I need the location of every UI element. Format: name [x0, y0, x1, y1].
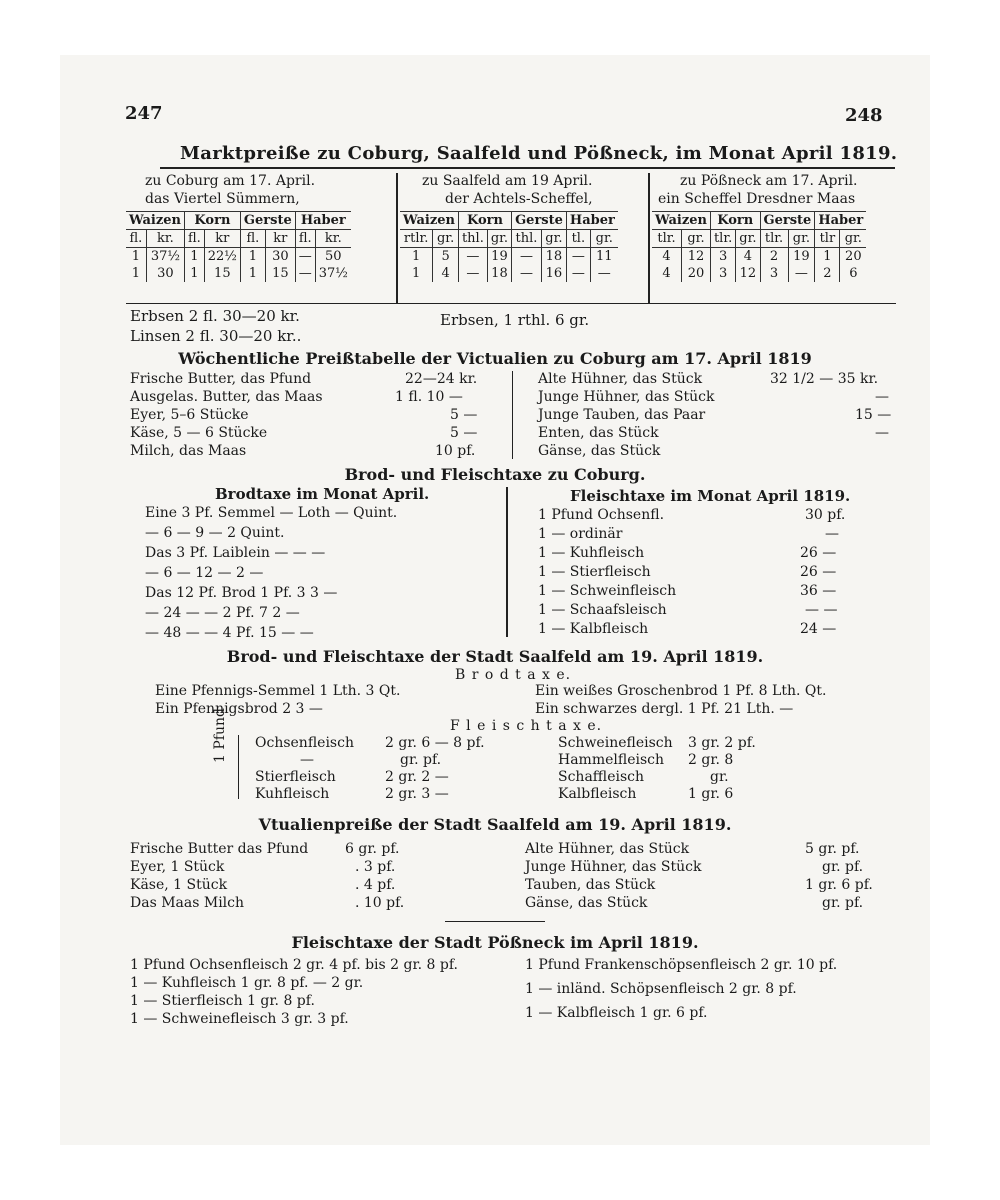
price-cell: 1: [131, 266, 141, 281]
unit-cell: tlr: [815, 230, 840, 248]
unit-cell: rtlr.: [400, 230, 433, 248]
list-item: Ein Pfennigsbrod 2 3 —: [155, 701, 323, 717]
list-item: 1 — Kuhfleisch 1 gr. 8 pf. — 2 gr.: [130, 975, 364, 991]
price-cell: 1: [240, 265, 265, 282]
price-cell: 12: [736, 265, 760, 282]
section-heading: Fleischtaxe der Stadt Pößneck im April 1819.: [291, 933, 699, 952]
subsection-heading: Brodtaxe im Monat April.: [215, 485, 430, 503]
list-item: Gänse, das Stück: [525, 895, 648, 911]
list-price: 32 1/2 — 35 kr.: [770, 371, 879, 387]
list-item: Gänse, das Stück: [538, 443, 661, 459]
unit-cell: gr.: [682, 230, 711, 248]
list-item: Das Maas Milch: [130, 895, 245, 911]
legume-line: Erbsen 2 fl. 30—20 kr.: [130, 307, 300, 325]
list-item: 1 Pfund Ochsenfl.: [538, 507, 665, 523]
list-price: . 10 pf.: [355, 895, 405, 911]
price-cell: 4: [662, 266, 671, 281]
list-item: — 24 — — 2 Pf. 7 2 —: [145, 605, 300, 621]
price-cell: 4: [662, 249, 671, 264]
market-place: zu Saalfeld am 19 April.: [422, 173, 593, 189]
price-cell: 20: [682, 265, 711, 282]
price-cell: 50: [315, 248, 351, 266]
section-divider: [445, 921, 545, 922]
price-cell: —: [295, 265, 315, 282]
list-price: 3 gr. 2 pf.: [688, 735, 756, 751]
unit-cell: tlr.: [710, 230, 735, 248]
section-heading: Wöchentliche Preißtabelle der Victualien zu Coburg am 17. April 1819: [178, 349, 812, 368]
market-place: zu Pößneck am 17. April.: [680, 173, 858, 189]
list-price: gr. pf.: [822, 895, 864, 911]
unit-cell: kr: [204, 230, 240, 248]
market-unit: der Achtels-Scheffel,: [445, 191, 593, 207]
price-cell: —: [590, 265, 618, 282]
table-bottom-rule: [126, 303, 896, 304]
price-cell: 4: [736, 248, 760, 266]
list-item: —: [300, 752, 314, 768]
price-cell: 5: [433, 248, 459, 266]
list-item: Eine 3 Pf. Semmel — Loth — Quint.: [145, 505, 398, 521]
grain-header: Haber: [566, 212, 617, 230]
list-price: 30 pf.: [805, 507, 846, 523]
price-cell: 11: [590, 248, 618, 266]
list-item: 1 — Schweinfleisch: [538, 583, 677, 599]
price-cell: —: [458, 265, 487, 282]
market-unit: ein Scheffel Dresdner Maas: [658, 191, 856, 207]
column-divider: [648, 173, 650, 303]
list-item: Eyer, 1 Stück: [130, 859, 225, 875]
grain-header: Gerste: [240, 212, 295, 230]
column-divider: [512, 371, 513, 459]
price-cell: 20: [840, 248, 866, 266]
list-price: 36 —: [800, 583, 837, 599]
list-item: Schaffleisch: [558, 769, 645, 785]
column-divider: [396, 173, 398, 303]
grain-header: Haber: [815, 212, 866, 230]
section-heading: Brod- und Fleischtaxe zu Coburg.: [344, 465, 646, 484]
list-price: 26 —: [800, 564, 837, 580]
price-cell: 1: [412, 266, 421, 281]
price-cell: 1: [240, 248, 265, 266]
grain-header: Gerste: [512, 212, 567, 230]
list-price: 2 gr. 6 — 8 pf.: [385, 735, 485, 751]
unit-cell: gr.: [590, 230, 618, 248]
grain-header: Waizen: [126, 212, 184, 230]
grain-header: Korn: [458, 212, 511, 230]
list-item: 1 — Schaafsleisch: [538, 602, 667, 618]
list-item: Alte Hühner, das Stück: [525, 841, 690, 857]
grain-header: Korn: [184, 212, 240, 230]
price-cell: —: [566, 265, 590, 282]
price-cell: 15: [204, 265, 240, 282]
price-cell: 30: [265, 248, 295, 266]
price-cell: 6: [840, 265, 866, 282]
list-price: 5 —: [450, 425, 478, 441]
list-price: 24 —: [800, 621, 837, 637]
price-cell: 4: [433, 265, 459, 282]
price-cell: —: [512, 248, 542, 266]
grain-header: Waizen: [652, 212, 710, 230]
price-cell: 3: [710, 265, 735, 282]
list-item: Ein schwarzes dergl. 1 Pf. 21 Lth. —: [535, 701, 794, 717]
unit-cell: thl.: [458, 230, 487, 248]
list-item: Junge Hühner, das Stück: [525, 859, 702, 875]
list-item: 1 — Stierfleisch: [538, 564, 651, 580]
list-item: Alte Hühner, das Stück: [538, 371, 703, 387]
list-item: 1 — inländ. Schöpsenfleisch 2 gr. 8 pf.: [525, 981, 797, 997]
list-item: 1 Pfund Frankenschöpsenfleisch 2 gr. 10 pf.: [525, 957, 838, 973]
unit-cell: tlr.: [760, 230, 788, 248]
title-rule: [160, 167, 895, 169]
list-item: Hammelfleisch: [558, 752, 665, 768]
unit-cell: fl.: [184, 230, 204, 248]
list-item: Frische Butter, das Pfund: [130, 371, 312, 387]
list-price: . 3 pf.: [355, 859, 396, 875]
price-cell: 16: [541, 265, 566, 282]
list-item: Schweinefleisch: [558, 735, 673, 751]
list-price: —: [875, 425, 889, 441]
list-item: Ausgelas. Butter, das Maas: [130, 389, 323, 405]
section-heading: Brod- und Fleischtaxe der Stadt Saalfeld am 19. April 1819.: [226, 647, 764, 666]
column-divider: [506, 487, 508, 637]
list-item: Kuhfleisch: [255, 786, 330, 802]
list-price: 6 gr. pf.: [345, 841, 400, 857]
list-item: Eine Pfennigs-Semmel 1 Lth. 3 Qt.: [155, 683, 401, 699]
list-price: gr. pf.: [400, 752, 442, 768]
list-item: Eyer, 5–6 Stücke: [130, 407, 249, 423]
list-price: gr.: [710, 769, 729, 785]
bracket-line: [238, 735, 239, 799]
list-item: Enten, das Stück: [538, 425, 659, 441]
unit-cell: gr.: [840, 230, 866, 248]
list-item: 1 — Kalbfleisch: [538, 621, 649, 637]
unit-cell: fl.: [295, 230, 315, 248]
page-title: Marktpreiße zu Coburg, Saalfeld und Pößneck, im Monat April 1819.: [180, 143, 898, 164]
unit-cell: tl.: [566, 230, 590, 248]
price-cell: —: [788, 265, 815, 282]
price-cell: 37½: [315, 265, 351, 282]
price-cell: —: [295, 248, 315, 266]
list-price: . 4 pf.: [355, 877, 396, 893]
market-table-poessneck: [652, 211, 866, 282]
list-item: — 6 — 12 — 2 —: [145, 565, 264, 581]
list-item: Das 3 Pf. Laiblein — — —: [145, 545, 326, 561]
unit-cell: fl.: [126, 230, 146, 248]
grain-header: Korn: [710, 212, 760, 230]
price-cell: —: [566, 248, 590, 266]
grain-header: Haber: [295, 212, 351, 230]
list-price: 22—24 kr.: [405, 371, 478, 387]
list-price: —: [825, 526, 839, 542]
unit-cell: gr.: [433, 230, 459, 248]
price-cell: —: [512, 265, 542, 282]
list-item: 1 — Kalbfleisch 1 gr. 6 pf.: [525, 1005, 708, 1021]
book-page: [60, 55, 930, 1145]
price-cell: 18: [487, 265, 511, 282]
list-price: gr. pf.: [822, 859, 864, 875]
list-price: 2 gr. 2 —: [385, 769, 449, 785]
price-cell: 1: [412, 249, 421, 264]
market-place: zu Coburg am 17. April.: [145, 173, 316, 189]
market-unit: das Viertel Sümmern,: [145, 191, 300, 207]
list-item: Milch, das Maas: [130, 443, 247, 459]
grain-header: Gerste: [760, 212, 815, 230]
grain-header: Waizen: [400, 212, 458, 230]
list-price: 2 gr. 8: [688, 752, 734, 768]
price-cell: —: [458, 248, 487, 266]
unit-cell: fl.: [240, 230, 265, 248]
unit-cell: gr.: [487, 230, 511, 248]
legume-line: Erbsen, 1 rthl. 6 gr.: [440, 311, 590, 329]
price-cell: 1: [815, 248, 840, 266]
unit-cell: thl.: [512, 230, 542, 248]
list-price: 5 gr. pf.: [805, 841, 860, 857]
list-item: Ein weißes Groschenbrod 1 Pf. 8 Lth. Qt.: [535, 683, 827, 699]
price-cell: 1: [184, 265, 204, 282]
list-price: 5 —: [450, 407, 478, 423]
price-cell: 1: [184, 248, 204, 266]
list-item: Käse, 5 — 6 Stücke: [130, 425, 268, 441]
price-cell: 18: [541, 248, 566, 266]
price-cell: 3: [710, 248, 735, 266]
list-price: 1 gr. 6 pf.: [805, 877, 873, 893]
list-price: 1 gr. 6: [688, 786, 734, 802]
list-item: 1 — Kuhfleisch: [538, 545, 645, 561]
list-item: Käse, 1 Stück: [130, 877, 228, 893]
price-cell: 15: [265, 265, 295, 282]
list-item: Junge Tauben, das Paar: [538, 407, 706, 423]
list-item: 1 — ordinär: [538, 526, 623, 542]
list-item: — 48 — — 4 Pf. 15 — —: [145, 625, 314, 641]
list-item: Tauben, das Stück: [525, 877, 656, 893]
subsection-label: F l e i s c h t a x e.: [450, 718, 603, 734]
page-number-right: 248: [845, 105, 883, 126]
list-price: 1 fl. 10 —: [395, 389, 463, 405]
list-price: — —: [805, 602, 838, 618]
price-cell: 19: [788, 248, 815, 266]
list-price: —: [875, 389, 889, 405]
price-cell: 19: [487, 248, 511, 266]
page-number-left: 247: [125, 103, 163, 124]
price-cell: 30: [146, 265, 184, 282]
price-cell: 2: [760, 248, 788, 266]
legume-line: Linsen 2 fl. 30—20 kr..: [130, 327, 302, 345]
subsection-label: B r o d t a x e.: [455, 667, 572, 683]
list-price: 10 pf.: [435, 443, 476, 459]
list-item: 1 Pfund Ochsenfleisch 2 gr. 4 pf. bis 2 gr. 8 pf.: [130, 957, 458, 973]
pfund-label: 1 Pfund: [212, 708, 228, 763]
unit-cell: gr.: [736, 230, 760, 248]
list-item: Kalbfleisch: [558, 786, 637, 802]
price-cell: 12: [682, 248, 711, 266]
list-item: Stierfleisch: [255, 769, 336, 785]
list-item: — 6 — 9 — 2 Quint.: [145, 525, 285, 541]
section-heading: Vtualienpreiße der Stadt Saalfeld am 19. April 1819.: [258, 815, 732, 834]
unit-cell: gr.: [788, 230, 815, 248]
subsection-heading: Fleischtaxe im Monat April 1819.: [570, 487, 851, 505]
price-cell: 22½: [204, 248, 240, 266]
unit-cell: kr.: [146, 230, 184, 248]
list-price: 2 gr. 3 —: [385, 786, 449, 802]
unit-cell: kr: [265, 230, 295, 248]
list-price: 26 —: [800, 545, 837, 561]
list-item: Das 12 Pf. Brod 1 Pf. 3 3 —: [145, 585, 338, 601]
market-table-coburg: [126, 211, 351, 282]
price-cell: 3: [760, 265, 788, 282]
list-item: 1 — Stierfleisch 1 gr. 8 pf.: [130, 993, 315, 1009]
unit-cell: tlr.: [652, 230, 682, 248]
list-item: Frische Butter das Pfund: [130, 841, 309, 857]
price-cell: 37½: [146, 248, 184, 266]
list-item: Junge Hühner, das Stück: [538, 389, 715, 405]
list-price: 15 —: [855, 407, 892, 423]
unit-cell: kr.: [315, 230, 351, 248]
unit-cell: gr.: [541, 230, 566, 248]
market-table-saalfeld: [400, 211, 618, 282]
list-item: Ochsenfleisch: [255, 735, 354, 751]
list-item: 1 — Schweinefleisch 3 gr. 3 pf.: [130, 1011, 349, 1027]
price-cell: 1: [131, 249, 141, 264]
price-cell: 2: [815, 265, 840, 282]
